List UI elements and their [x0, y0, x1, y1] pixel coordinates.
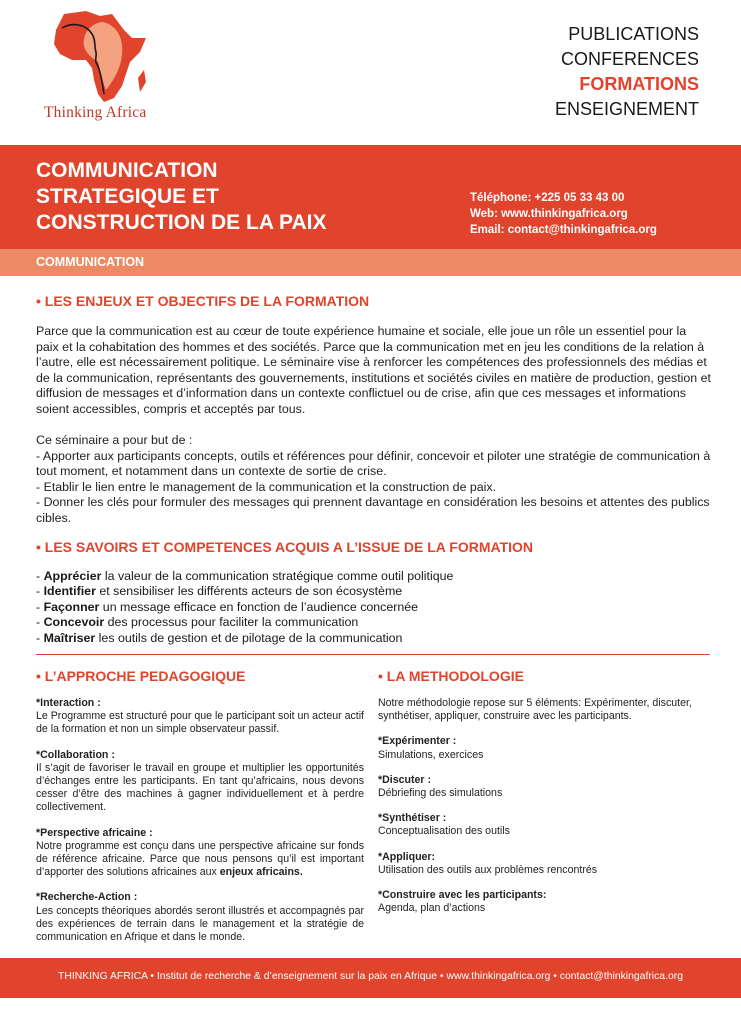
methodologie-block: *Expérimenter : Simulations, exercices	[378, 735, 484, 761]
contact-phone: Téléphone: +225 05 33 43 00	[470, 192, 625, 204]
methodologie-block: *Appliquer: Utilisation des outils aux problèmes rencontrés	[378, 850, 598, 876]
methodologie-column	[378, 697, 708, 927]
list-item: - Concevoir des processus pour faciliter la communication	[36, 615, 359, 630]
footer-text: THINKING AFRICA • Institut de recherche & d’enseignement sur la paix en Afrique • www.thinkingafrica.org • contact@thinkingafrica.org	[58, 971, 683, 982]
approche-block: *Collaboration : Il s’agit de favoriser le travail en groupe et multiplier les opportunités d’échanges entre les participants. En tant qu’africains, nous devons cesser d’être des machines à gagner individuellement et à perdre collectivement.	[36, 748, 364, 814]
heading-enjeux: • LES ENJEUX ET OBJECTIFS DE LA FORMATION	[36, 293, 370, 309]
title-line: STRATEGIQUE ET	[36, 185, 219, 208]
approche-column	[36, 697, 364, 956]
heading-methodologie: • LA METHODOLOGIE	[378, 668, 524, 684]
heading-approche: • L’APPROCHE PEDAGOGIQUE	[36, 668, 246, 684]
objective-line: - Etablir le lien entre le management de la communication et la construction de paix.	[36, 479, 497, 494]
methodologie-block: *Discuter : Débriefing des simulations	[378, 773, 503, 800]
approche-block: *Interaction : Le Programme est structuré pour que le participant soit un acteur actif de la formation et non un simple observateur passif.	[36, 697, 364, 736]
list-item: - Maîtriser les outils de gestion et de pilotage de la communication	[36, 630, 403, 645]
methodologie-block: *Construire avec les participants: Agenda, plan d’actions	[378, 889, 547, 915]
approche-block: *Perspective africaine : Notre programme est conçu dans une perspective africaine sur fonds de référence africaine. Parce que nous pensons qu’il est important d’apporter des solutions africaines aux enjeux africains.	[36, 826, 364, 879]
objective-line: Ce séminaire a pour but de :	[36, 433, 193, 447]
africa-logo-icon	[42, 8, 152, 104]
skills-list	[36, 569, 712, 646]
methodologie-intro: Notre méthodologie repose sur 5 éléments: Expérimenter, discuter, synthétiser, appliquer, construire avec les participants.	[378, 697, 692, 723]
title-line: CONSTRUCTION DE LA PAIX	[36, 211, 327, 234]
brand-name: Thinking Africa	[44, 104, 147, 121]
contact-info	[470, 190, 657, 238]
objective-line: - Apporter aux participants concepts, outils et références pour définir, concevoir et piloter une stratégie de communication à tout moment, et notamment dans un contexte de sortie de crise.	[36, 448, 711, 479]
page-title	[36, 158, 327, 236]
contact-email[interactable]: Email: contact@thinkingafrica.org	[470, 224, 657, 236]
approche-block: *Recherche-Action : Les concepts théoriques abordés seront illustrés et accompagnés par des expériences de terrain dans le management et la stratégie de communication en Afrique et dans le monde.	[36, 891, 364, 944]
list-item: - Identifier et sensibiliser les différents acteurs de son écosystème	[36, 584, 403, 599]
methodologie-block: *Synthétiser : Conceptualisation des outils	[378, 812, 510, 838]
contact-web[interactable]: Web: www.thinkingafrica.org	[470, 208, 628, 220]
title-line: COMMUNICATION	[36, 159, 218, 182]
list-item: - Façonner un message efficace en fonction de l’audience concernée	[36, 599, 419, 614]
page-subtitle: COMMUNICATION	[36, 255, 145, 269]
heading-savoirs: • LES SAVOIRS ET COMPETENCES ACQUIS A L’ISSUE DE LA FORMATION	[36, 539, 534, 555]
top-navigation	[555, 22, 699, 122]
nav-enseignement[interactable]: ENSEIGNEMENT	[554, 99, 699, 119]
section-divider	[36, 654, 710, 655]
list-item: - Apprécier la valeur de la communication stratégique comme outil politique	[36, 569, 454, 583]
objective-line: - Donner les clés pour formuler des messages qui prennent davantage en considération les besoins et attentes des publics cibles.	[36, 495, 710, 525]
nav-publications[interactable]: PUBLICATIONS	[568, 24, 699, 44]
nav-formations[interactable]: FORMATIONS	[579, 74, 699, 94]
intro-paragraph: Parce que la communication est au cœur de toute expérience humaine et sociale, elle joue un rôle un essentiel pour la paix et la cohabitation des hommes et des sociétés. Parce que la communication met en jeu les conditions de la relation à l’autre, elle est nécessairement politique. Le séminaire vise à renforcer les compétences des professionnels des médias et de la communication, représentants des gouvernements, institutions et sociétés civiles en matière de production, gestion et diffusion de messages et d’information dans un contexte conflictuel ou de crise, afin que ces messages et informations soient accessibles, compris et acceptés par tous.	[36, 324, 711, 416]
nav-conferences[interactable]: CONFERENCES	[560, 49, 699, 69]
objectives-list	[36, 433, 712, 527]
